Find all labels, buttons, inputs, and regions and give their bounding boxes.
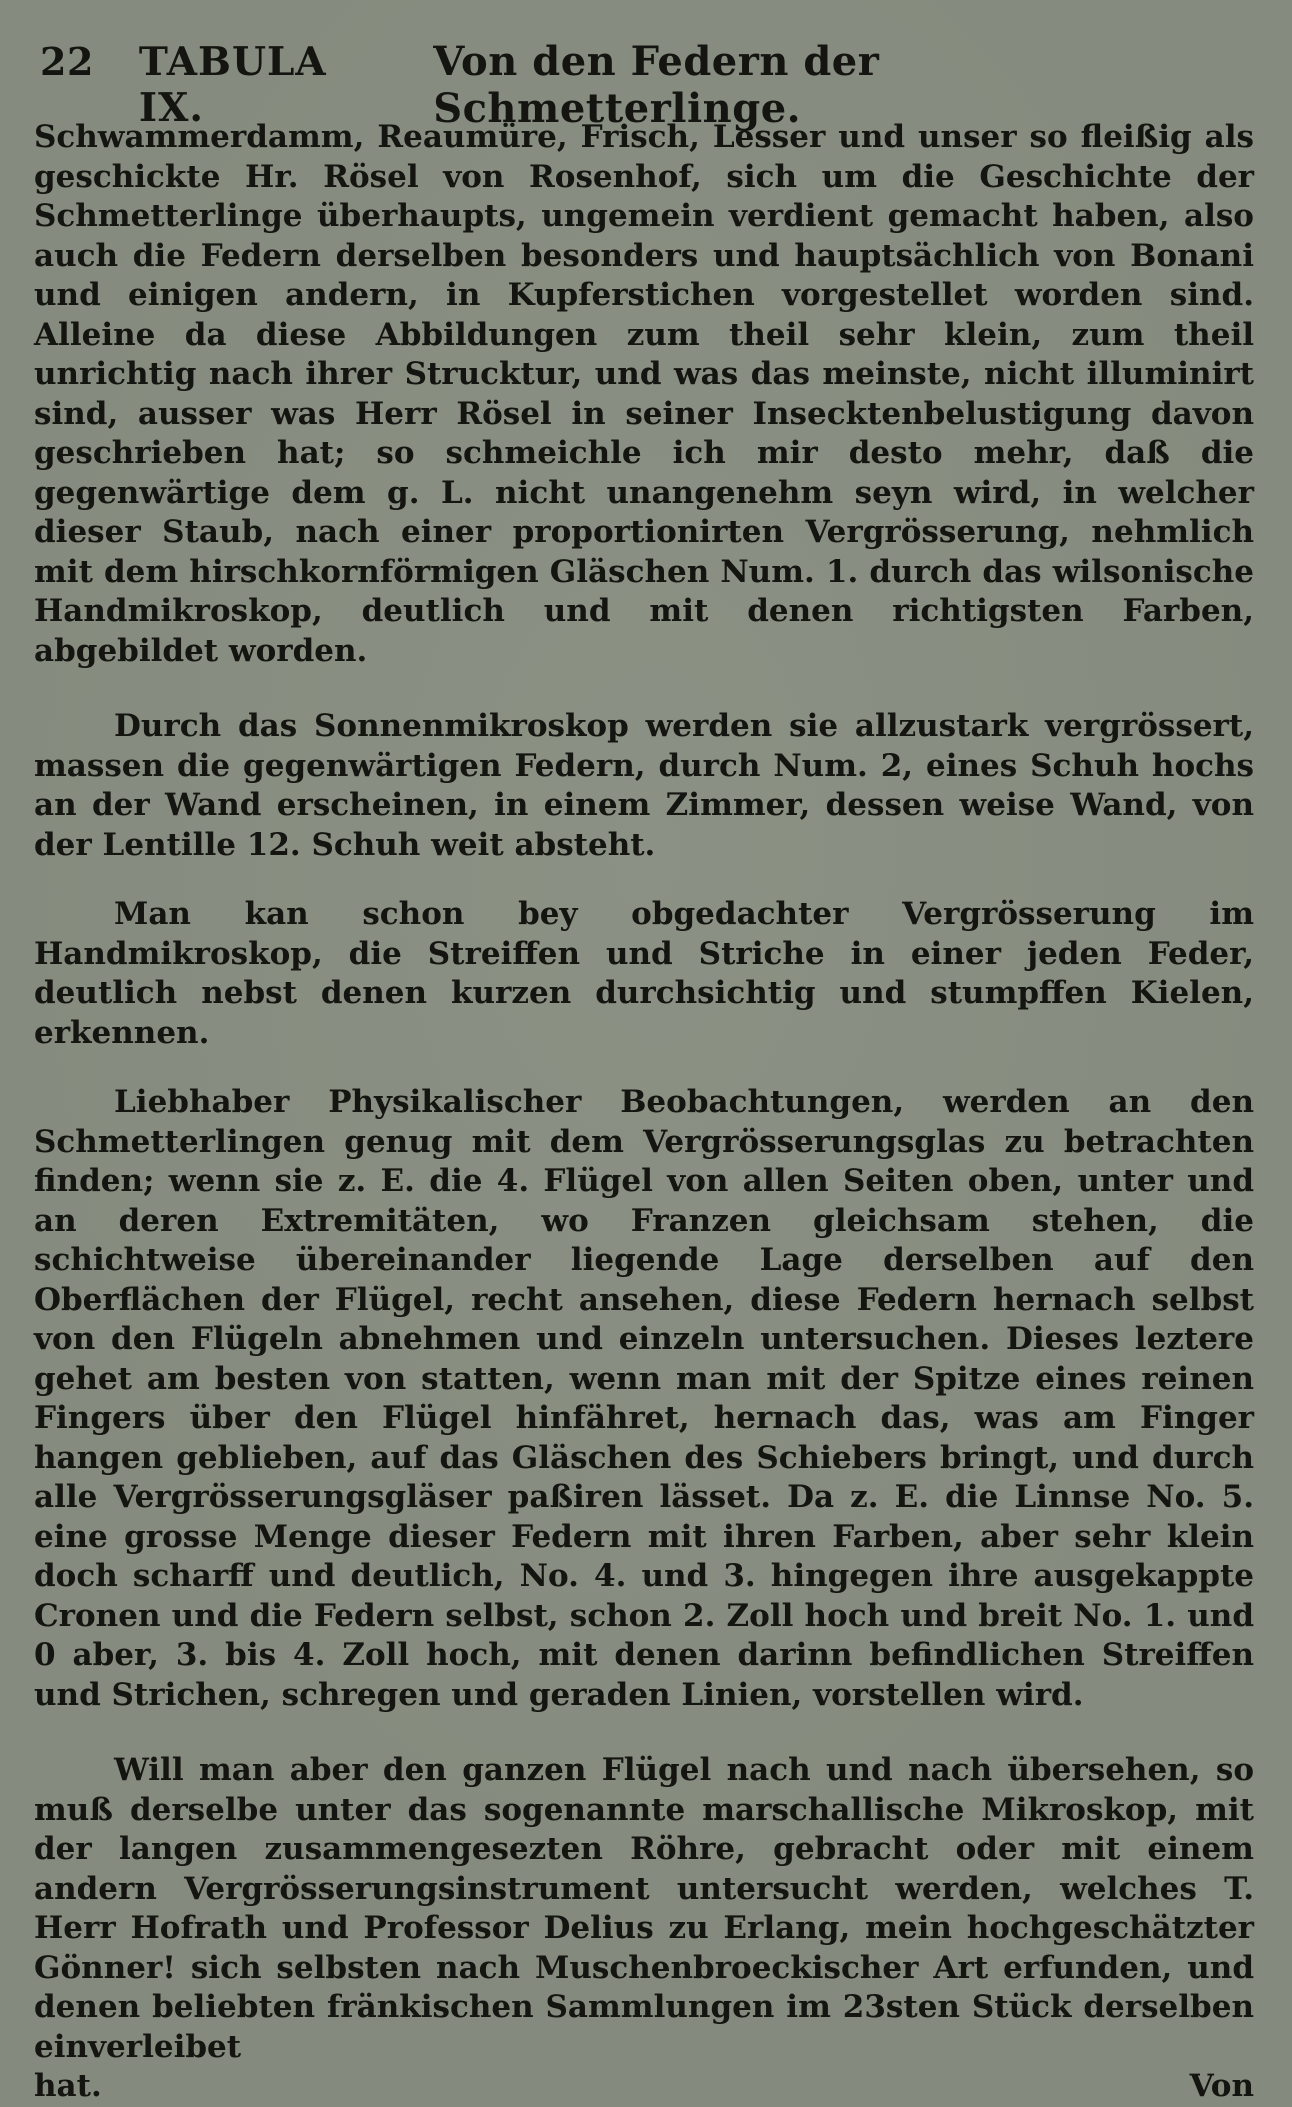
plate-reference: TABULA IX. bbox=[138, 39, 327, 131]
final-line bbox=[34, 2067, 1254, 2107]
running-title: Von den Federn der Schmetterlinge. bbox=[433, 38, 880, 132]
paragraph-5-end: hat. bbox=[34, 2068, 102, 2104]
running-header bbox=[40, 38, 1252, 132]
paragraph-1: Schwammerdamm, Reaumüre, Frisch, Lesser und unser so fleißig als geschickte Hr. Rösel von Rosenhof, sich um die Geschichte der Schmetterlinge überhaupts, ungemein verdient gemacht haben, also auch die Federn derselben besonders und hauptsächlich von Bonani und einigen andern, in Kupferstichen vorgestellet worden sind. Alleine da diese Abbildungen zum theil sehr klein, zum theil unrichtig nach ihrer Strucktur, und was das meinste, nicht illuminirt sind, ausser was Herr Rösel in seiner Insecktenbelustigung davon geschrieben hat; so schmeichle ich mir desto mehr, daß die gegenwärtige dem g. L. nicht unangenehm seyn wird, in welcher dieser Staub, nach einer proportionirten Vergrösserung, nehmlich mit dem hirschkornförmigen Gläschen Num. 1. durch das wilsonische Handmikroskop, deutlich und mit denen richtigsten Farben, abgebildet worden. bbox=[34, 119, 1254, 669]
body-text bbox=[34, 118, 1254, 2107]
paragraph-3: Man kan schon bey obgedachter Vergrösserung im Handmikroskop, die Streiffen und Striche in einer jeden Feder, deutlich nebst denen kurzen durchsichtig und stumpffen Kielen, erkennen. bbox=[34, 896, 1254, 1051]
paragraph-2: Durch das Sonnenmikroskop werden sie allzustark vergrössert, massen die gegenwärtigen Federn, durch Num. 2, eines Schuh hochs an der Wand erscheinen, in einem Zimmer, dessen weise Wand, von der Lentille 12. Schuh weit absteht. bbox=[34, 708, 1254, 863]
paragraph-5: Will man aber den ganzen Flügel nach und nach übersehen, so muß derselbe unter das sogenannte marschallische Mikroskop, mit der langen zusammengesezten Röhre, gebracht oder mit einem andern Vergrösserungsinstrument untersucht werden, welches T. Herr Hofrath und Professor Delius zu Erlang, mein hochgeschätzter Gönner! sich selbsten nach Muschenbroeckischer Art erfunden, und denen beliebten fränkischen Sammlungen im 23sten Stück derselben einverleibet bbox=[34, 1752, 1254, 2065]
paragraph-4: Liebhaber Physikalischer Beobachtungen, werden an den Schmetterlingen genug mit dem Vergrösserungsglas zu betrachten finden; wenn sie z. E. die 4. Flügel von allen Seiten oben, unter und an deren Extremitäten, wo Franzen gleichsam stehen, die schichtweise übereinander liegende Lage derselben auf den Oberflächen der Flügel, recht ansehen, diese Federn hernach selbst von den Flügeln abnehmen und einzeln untersuchen. Dieses leztere gehet am besten von statten, wenn man mit der Spitze eines reinen Fingers über den Flügel hinfähret, hernach das, was am Finger hangen geblieben, auf das Gläschen des Schiebers bringt, und durch alle Vergrösserungsgläser paßiren lässet. Da z. E. die Linnse No. 5. eine grosse Menge dieser Federn mit ihren Farben, aber sehr klein doch scharff und deutlich, No. 4. und 3. hingegen ihre ausgekappte Cronen und die Federn selbst, schon 2. Zoll hoch und breit No. 1. und 0 aber, 3. bis 4. Zoll hoch, mit denen darinn befindlichen Streiffen und Strichen, schregen und geraden Linien, vorstellen wird. bbox=[34, 1084, 1254, 1713]
catchword: Von bbox=[1189, 2068, 1254, 2104]
page-number: 22 bbox=[40, 39, 94, 84]
